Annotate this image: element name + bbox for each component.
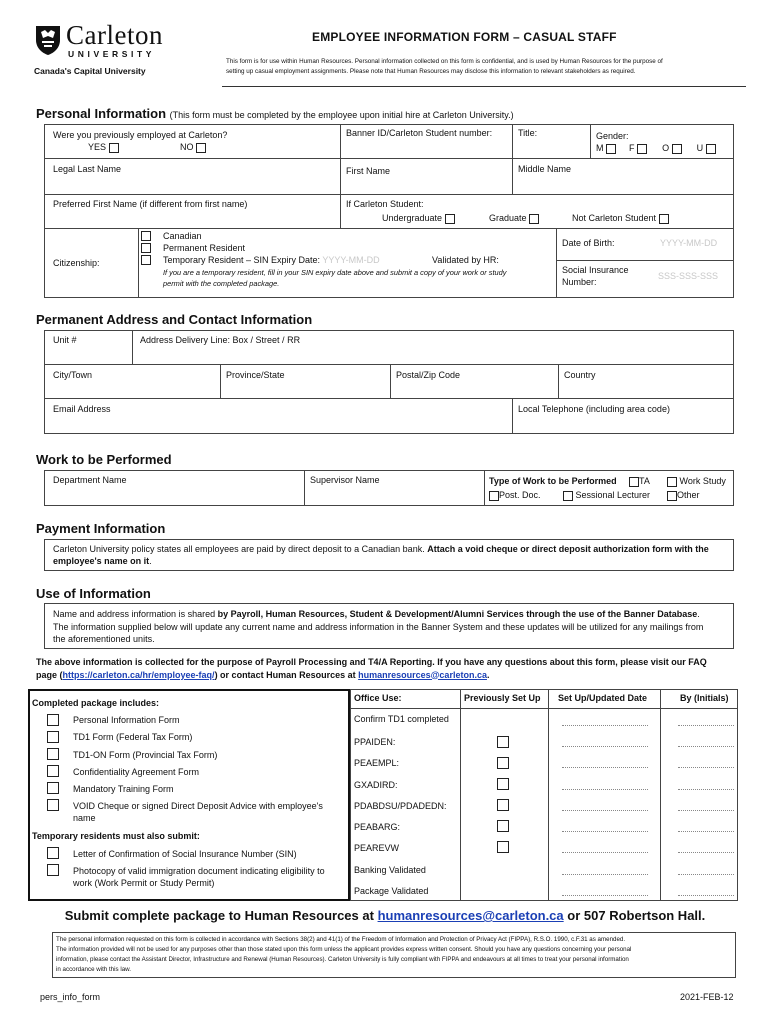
carleton-logo [34, 22, 164, 78]
intro-text-2: setting up casual employment assignments. Please note that Human Resources may disclose this information to relevant stakeholders as required. [226, 68, 636, 75]
gender-f-checkbox[interactable] [637, 144, 647, 154]
not-student-option[interactable] [572, 213, 669, 224]
dob-label: Date of Birth: [562, 238, 615, 248]
form-title: EMPLOYEE INFORMATION FORM – CASUAL STAFF [312, 30, 617, 44]
temporary-text: Temporary Resident – SIN Expiry Date: [163, 255, 321, 265]
logo-sub: UNIVERSITY [68, 49, 156, 59]
office-prev-checkbox-2[interactable] [497, 736, 509, 748]
footer-date: 2021-FEB-12 [680, 992, 734, 1002]
unit-field[interactable]: Unit # [53, 335, 77, 345]
package-item-7: Letter of Confirmation of Social Insurance Number (SIN) [73, 849, 297, 859]
work-type-label: Type of Work to be Performed [489, 476, 617, 486]
gender-m-label: M [596, 143, 604, 153]
work-study-label: Work Study [679, 476, 726, 486]
citizenship-label: Citizenship: [53, 258, 100, 268]
package-checkbox-7[interactable] [47, 847, 59, 859]
undergrad-checkbox[interactable] [445, 214, 455, 224]
setup-date-line-1[interactable] [562, 725, 648, 726]
payment-bold-2: employee's name on it [53, 556, 150, 566]
prev-employed-label: Were you previously employed at Carleton? [53, 130, 228, 140]
prev-no-option[interactable] [180, 142, 206, 153]
yes-checkbox[interactable] [109, 143, 119, 153]
office-col-use: Office Use: [354, 693, 402, 703]
office-col-setup: Set Up/Updated Date [558, 693, 648, 703]
office-row-4: GXADIRD: [354, 780, 398, 790]
initials-line-6[interactable] [678, 831, 734, 832]
graduate-label: Graduate [489, 213, 527, 223]
initials-line-8[interactable] [678, 874, 734, 875]
banner-id-field[interactable]: Banner ID/Carleton Student number: [346, 128, 493, 138]
not-student-label: Not Carleton Student [572, 213, 657, 223]
faq-line2-c: . [486, 669, 490, 680]
package-checkbox-3[interactable] [47, 748, 59, 760]
setup-date-line-5[interactable] [562, 810, 648, 811]
package-checkbox-6[interactable] [47, 799, 59, 811]
personal-note: (This form must be completed by the employee upon initial hire at Carleton University.) [169, 110, 514, 120]
undergrad-option[interactable] [382, 213, 455, 224]
sin-expiry-input[interactable]: YYYY-MM-DD [322, 255, 380, 265]
personal-title: Personal Information [36, 106, 167, 121]
sessional-option[interactable] [563, 490, 650, 501]
faq-line1: The above information is collected for the purpose of Payroll Processing and T4/A Reporting. If you have any questions about this form, please visit our FAQ [36, 657, 707, 667]
address-box [44, 330, 734, 434]
temp-residents-title: Temporary residents must also submit: [32, 831, 200, 841]
legal-last-name-field[interactable]: Legal Last Name [53, 164, 122, 174]
package-item-6: VOID Cheque or signed Direct Deposit Advice with employee's [73, 801, 323, 811]
title-field[interactable]: Title: [518, 128, 538, 138]
sessional-label: Sessional Lecturer [575, 490, 651, 500]
postal-field[interactable]: Postal/Zip Code [396, 370, 461, 380]
delivery-line-field[interactable]: Address Delivery Line: Box / Street / RR [140, 335, 301, 345]
gender-u-checkbox[interactable] [706, 144, 716, 154]
faq-line2-a: page ( [36, 669, 63, 680]
sin-label-1: Social Insurance [562, 265, 629, 275]
package-item-6-cont: name [73, 813, 96, 823]
footer-file-name: pers_info_form [40, 992, 101, 1002]
package-checkbox-2[interactable] [47, 731, 59, 743]
gender-f-label: F [629, 143, 635, 153]
if-student-label: If Carleton Student: [346, 199, 424, 209]
gender-o-label: O [662, 143, 670, 153]
temp-note-2: permit with the completed package. [163, 279, 280, 288]
office-row-5: PDABDSU/PDADEDN: [354, 801, 447, 811]
setup-date-line-6[interactable] [562, 831, 648, 832]
faq-line2-b: ) or contact Human Resources at [214, 669, 356, 680]
use-line2: The information supplied below will update any current name and address information in the Banner System and these updates will be utilized for any mailings from [53, 621, 704, 632]
package-item-5: Mandatory Training Form [73, 784, 174, 794]
intro-text-1: This form is for use within Human Resources. Personal information collected on this form is confidential, and is used by Human Resources for the purpose of [226, 58, 663, 65]
no-label: NO [180, 142, 194, 152]
office-prev-checkbox-4[interactable] [497, 778, 509, 790]
faq-email-link[interactable]: humanresources@carleton.ca [358, 669, 487, 680]
office-col-prev: Previously Set Up [464, 693, 541, 703]
city-field[interactable]: City/Town [53, 370, 93, 380]
setup-date-line-8[interactable] [562, 874, 648, 875]
header-divider [222, 86, 746, 87]
payment-text [53, 543, 731, 567]
gender-options [596, 143, 716, 154]
package-checkbox-4[interactable] [47, 765, 59, 777]
supervisor-field[interactable]: Supervisor Name [310, 475, 380, 485]
gender-m-checkbox[interactable] [606, 144, 616, 154]
initials-line-7[interactable] [678, 852, 734, 853]
permanent-label: Permanent Resident [163, 243, 246, 253]
phone-field[interactable]: Local Telephone (including area code) [518, 404, 670, 414]
submit-text-a: Submit complete package to Human Resources at [64, 908, 374, 923]
gender-o-checkbox[interactable] [672, 144, 682, 154]
initials-line-3[interactable] [678, 767, 734, 768]
temp-note-1: If you are a temporary resident, fill in your SIN expiry date above and submit a copy of your work or study [163, 268, 507, 277]
use-line1-b: by Payroll, Human Resources, Student & Development/Alumni Services through the use of the Banner Database [217, 609, 698, 619]
office-prev-checkbox-3[interactable] [497, 757, 509, 769]
faq-text [36, 656, 736, 681]
privacy-line-1: The personal information requested on this form is collected in accordance with Sections 38(2) and 41(1) of the Freedom of Information and Protection of Privacy Act (FIPPA), R.S.O. 1990, c.F.31 as amended. [56, 936, 626, 943]
office-row-6: PEABARG: [354, 822, 401, 832]
package-item-4: Confidentiality Agreement Form [73, 767, 200, 777]
initials-line-4[interactable] [678, 789, 734, 790]
canadian-checkbox[interactable] [141, 231, 151, 241]
payment-text-1: Carleton University policy states all employees are paid by direct deposit to a Canadian bank. [53, 544, 425, 554]
office-row-1: Confirm TD1 completed [354, 714, 449, 724]
setup-date-line-9[interactable] [562, 895, 648, 896]
logo-name: Carleton [66, 20, 163, 50]
initials-line-1[interactable] [678, 725, 734, 726]
other-checkbox[interactable] [667, 491, 677, 501]
office-row-3: PEAEMPL: [354, 758, 400, 768]
use-line1-c: . [697, 609, 700, 619]
office-prev-checkbox-6[interactable] [497, 820, 509, 832]
faq-link[interactable]: https://carleton.ca/hr/employee-faq/ [62, 669, 215, 680]
use-title: Use of Information [36, 586, 151, 601]
office-row-2: PPAIDEN: [354, 737, 396, 747]
email-field[interactable]: Email Address [53, 404, 111, 414]
work-study-checkbox[interactable] [667, 477, 677, 487]
setup-date-line-3[interactable] [562, 767, 648, 768]
use-text [53, 608, 731, 646]
logo-tagline: Canada's Capital University [34, 66, 146, 76]
sin-input[interactable]: SSS-SSS-SSS [658, 271, 719, 281]
package-item-8-cont: work (Work Permit or Study Permit) [73, 878, 215, 888]
temporary-label [163, 255, 380, 265]
package-checkbox-5[interactable] [47, 782, 59, 794]
setup-date-line-4[interactable] [562, 789, 648, 790]
postdoc-label: Post. Doc. [499, 490, 541, 500]
privacy-line-2: The information provided will not be used for any purposes other than those stated upon this form unless the applicant provides express written consent. Should you have any questions concerning your personal [56, 946, 632, 953]
gender-label: Gender: [596, 131, 629, 141]
initials-line-9[interactable] [678, 895, 734, 896]
privacy-line-3: information, please contact the Assistant Director, Infrastructure and Renewal (Human Resources). Carleton University is fully compliant with FIPPA and endeavours at all times to treat your personal information [56, 956, 629, 963]
first-name-field[interactable]: First Name [346, 166, 391, 176]
department-field[interactable]: Department Name [53, 475, 127, 485]
graduate-option[interactable] [489, 213, 539, 224]
submit-email-link[interactable]: humanresources@carleton.ca [377, 908, 564, 923]
office-row-9: Package Validated [354, 886, 429, 896]
dob-input[interactable]: YYYY-MM-DD [660, 238, 718, 248]
package-title: Completed package includes: [32, 698, 160, 708]
validated-hr-label: Validated by HR: [432, 255, 499, 265]
package-item-3: TD1-ON Form (Provincial Tax Form) [73, 750, 218, 760]
setup-date-line-7[interactable] [562, 852, 648, 853]
package-item-8: Photocopy of valid immigration document indicating eligibility to [73, 866, 325, 876]
address-title: Permanent Address and Contact Information [36, 312, 313, 327]
work-title: Work to be Performed [36, 452, 172, 467]
gender-u-label: U [696, 143, 704, 153]
office-prev-checkbox-5[interactable] [497, 799, 509, 811]
undergrad-label: Undergraduate [382, 213, 443, 223]
permanent-checkbox[interactable] [141, 243, 151, 253]
middle-name-field[interactable]: Middle Name [518, 164, 572, 174]
province-field[interactable]: Province/State [226, 370, 285, 380]
office-col-by: By (Initials) [680, 693, 729, 703]
graduate-checkbox[interactable] [529, 214, 539, 224]
section-personal [36, 106, 514, 121]
office-prev-checkbox-7[interactable] [497, 841, 509, 853]
payment-end: . [149, 556, 152, 566]
initials-line-2[interactable] [678, 746, 734, 747]
not-student-checkbox[interactable] [659, 214, 669, 224]
payment-title: Payment Information [36, 521, 166, 536]
payment-bold-1: Attach a void cheque or direct deposit authorization form with the [427, 544, 709, 554]
yes-label: YES [88, 142, 107, 152]
prev-yes-option[interactable] [88, 142, 119, 153]
work-study-option[interactable] [667, 476, 726, 487]
sin-label-2: Number: [562, 277, 597, 287]
temporary-checkbox[interactable] [141, 255, 151, 265]
privacy-text [56, 935, 734, 975]
no-checkbox[interactable] [196, 143, 206, 153]
sessional-checkbox[interactable] [563, 491, 573, 501]
setup-date-line-2[interactable] [562, 746, 648, 747]
package-item-2: TD1 Form (Federal Tax Form) [73, 732, 193, 742]
crest-icon [34, 24, 62, 56]
privacy-line-4: in accordance with this law. [56, 966, 131, 973]
other-option[interactable] [667, 490, 700, 501]
country-field[interactable]: Country [564, 370, 596, 380]
use-line1-a: Name and address information is shared [53, 609, 216, 619]
ta-option[interactable] [629, 476, 650, 487]
canadian-label: Canadian [163, 231, 202, 241]
use-line3: the aforementioned units. [53, 634, 155, 644]
package-checkbox-1[interactable] [47, 714, 59, 726]
submit-text-b: or 507 Robertson Hall. [567, 908, 706, 923]
other-label: Other [677, 490, 700, 500]
postdoc-option[interactable] [489, 490, 541, 501]
initials-line-5[interactable] [678, 810, 734, 811]
preferred-name-field[interactable]: Preferred First Name (if different from first name) [53, 199, 248, 209]
office-row-7: PEAREVW [354, 843, 400, 853]
ta-checkbox[interactable] [629, 477, 639, 487]
submit-text [0, 908, 770, 923]
package-item-1: Personal Information Form [73, 715, 180, 725]
ta-label: TA [639, 476, 650, 486]
postdoc-checkbox[interactable] [489, 491, 499, 501]
package-checkbox-8[interactable] [47, 864, 59, 876]
office-row-8: Banking Validated [354, 865, 426, 875]
